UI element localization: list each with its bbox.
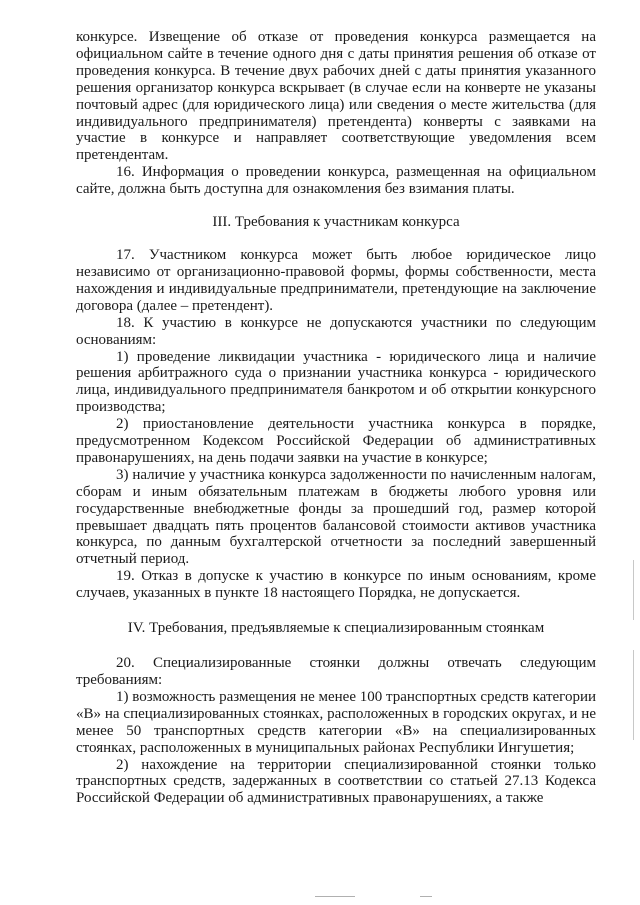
paragraph-18: 18. К участию в конкурсе не допускаются участники по следующим основаниям: <box>76 314 596 348</box>
scan-bottom-mark <box>420 896 432 897</box>
spacer <box>76 637 596 655</box>
paragraph-20: 20. Специализированные стоянки должны отвечать следующим требованиям: <box>76 655 596 688</box>
section-heading-4: IV. Требования, предъявляемые к специализированным стоянкам <box>127 620 545 637</box>
paragraph-17: 17. Участником конкурса может быть любое юридическое лицо независимо от организационно-правовой формы, формы собственности, места нахождения и индивидуальные предприниматели, претендующие на заключение договора (далее – претендент). <box>76 247 596 314</box>
paragraph-15-continuation: конкурсе. Извещение об отказе от проведения конкурса размещается на официальном сайте в течение одного дня с даты принятия решения об отказе от проведения конкурса. В течение двух рабочих дней с даты принятия указанного решения организатор конкурса вскрывает (в случае если на конверте не указаны почтовый адрес (для юридического лица) или сведения о месте жительства (для индивидуального предпринимателя) претендента) конверты с заявками на участие в конкурсе и направляет соответствующие уведомления всем претендентам. <box>76 29 596 164</box>
paragraph-16: 16. Информация о проведении конкурса, размещенная на официальном сайте, должна быть доступна для ознакомления без взимания платы. <box>76 164 596 198</box>
paragraph-19: 19. Отказ в допуске к участию в конкурсе по иным основаниям, кроме случаев, указанных в пункте 18 настоящего Порядка, не допускается. <box>76 568 596 602</box>
paragraph-18-item-2: 2) приостановление деятельности участника конкурса в порядке, предусмотренном Кодексом Российской Федерации об административных правонарушениях, на день подачи заявки на участие в конкурсе; <box>76 416 596 466</box>
scan-bottom-mark <box>315 896 355 897</box>
paragraph-20-item-1: 1) возможность размещения не менее 100 транспортных средств категории «В» на специализированных стоянках, расположенных в городских округах, и не менее 50 транспортных средств категории «В» на специализированных стоянках, расположенных в муниципальных районах Республики Ингушетия; <box>76 688 596 756</box>
spacer <box>76 602 596 620</box>
scan-edge-mark <box>633 560 634 620</box>
paragraph-18-item-3: 3) наличие у участника конкурса задолженности по начисленным налогам, сборам и иным обязательным платежам в бюджеты любого уровня или государственные внебюджетные фонды за прошедший год, размер которой превышает двадцать пять процентов балансовой стоимости активов участника конкурса, по данным бухгалтерской отчетности за последний завершенный отчетный период. <box>76 466 596 568</box>
section-heading-3: III. Требования к участникам конкурса <box>212 214 460 231</box>
spacer <box>76 198 596 214</box>
paragraph-20-item-2: 2) нахождение на территории специализированной стоянки только транспортных средств, задержанных в соответствии со статьей 27.13 Кодекса Российской Федерации об административных правонарушениях, а также <box>76 756 596 807</box>
paragraph-18-item-1: 1) проведение ликвидации участника - юридического лица и наличие решения арбитражного суда о признании участника конкурса - юридического лица, индивидуального предпринимателя банкротом и об открытии конкурсного производства; <box>76 348 596 416</box>
scan-edge-mark <box>633 650 634 740</box>
document-page <box>76 29 596 807</box>
spacer <box>76 231 596 247</box>
